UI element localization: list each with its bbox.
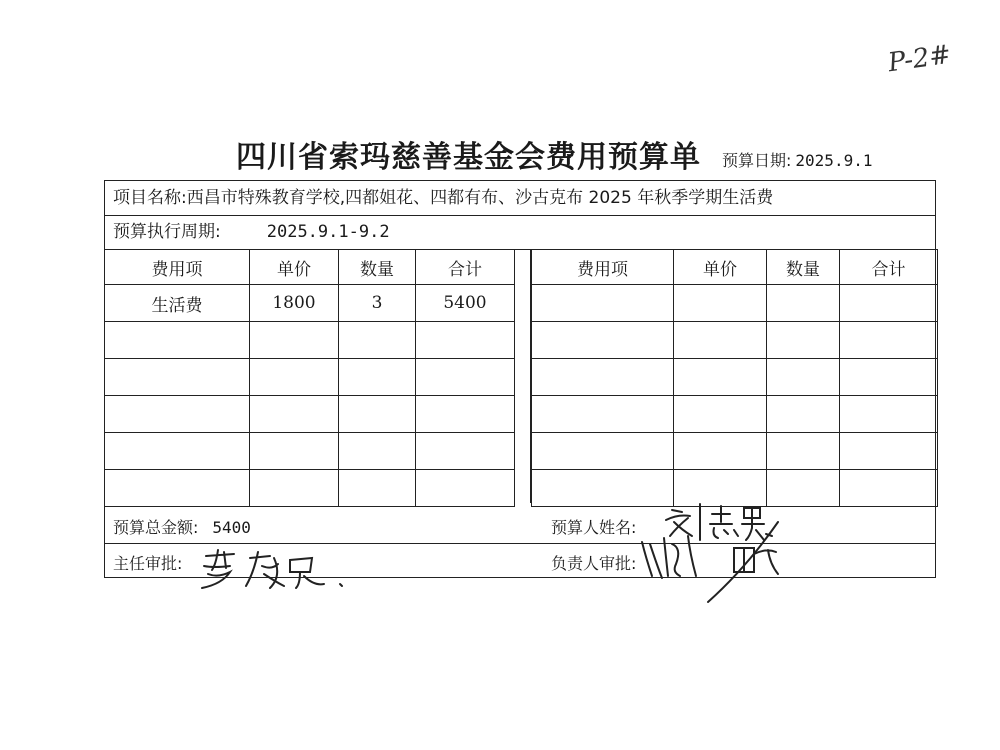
header-item: 费用项 bbox=[532, 250, 674, 285]
approval-row bbox=[105, 543, 935, 577]
budget-date-value: 2025.9.1 bbox=[795, 151, 873, 170]
header-total: 合计 bbox=[416, 250, 515, 285]
table-row-empty bbox=[105, 359, 515, 396]
table-row-empty bbox=[532, 396, 938, 433]
budget-form bbox=[104, 180, 936, 578]
project-value: 西昌市特殊教育学校,四都姐花、四都有布、沙古克布 2025 年秋季学期生活费 bbox=[186, 188, 774, 208]
table-divider bbox=[514, 249, 531, 503]
table-row-empty bbox=[105, 433, 515, 470]
header-quantity: 数量 bbox=[767, 250, 840, 285]
header-total: 合计 bbox=[840, 250, 938, 285]
budget-date-label: 预算日期: bbox=[722, 151, 792, 170]
total-label: 预算总金额: bbox=[113, 518, 199, 537]
project-row bbox=[105, 181, 935, 216]
total-value: 5400 bbox=[212, 518, 251, 537]
table-row-empty bbox=[532, 359, 938, 396]
total-amount bbox=[113, 515, 251, 538]
table-row-empty bbox=[105, 396, 515, 433]
period-label: 预算执行周期: bbox=[113, 222, 221, 242]
cell-quantity: 3 bbox=[339, 285, 416, 322]
header-item: 费用项 bbox=[105, 250, 250, 285]
table-row-empty bbox=[532, 322, 938, 359]
expense-table-left bbox=[104, 249, 515, 507]
header-unit-price: 单价 bbox=[674, 250, 767, 285]
project-label: 项目名称: bbox=[113, 188, 187, 208]
cell-total: 5400 bbox=[416, 285, 515, 322]
budget-date bbox=[722, 148, 872, 171]
table-row-empty bbox=[532, 285, 938, 322]
header-quantity: 数量 bbox=[339, 250, 416, 285]
responsible-label: 负责人审批: bbox=[551, 554, 637, 573]
preparer-label: 预算人姓名: bbox=[551, 518, 637, 537]
header-unit-price: 单价 bbox=[250, 250, 339, 285]
period-row bbox=[105, 215, 935, 250]
cell-unit-price: 1800 bbox=[250, 285, 339, 322]
table-row-empty bbox=[532, 470, 938, 507]
period-value: 2025.9.1-9.2 bbox=[266, 222, 390, 242]
director-label: 主任审批: bbox=[113, 554, 183, 573]
table-header-row bbox=[105, 250, 515, 285]
total-row bbox=[105, 503, 935, 544]
cell-item: 生活费 bbox=[105, 285, 250, 322]
form-title: 四川省索玛慈善基金会费用预算单 bbox=[236, 140, 701, 175]
table-row-empty bbox=[105, 470, 515, 507]
table-header-row bbox=[532, 250, 938, 285]
page-number-mark: P-2# bbox=[886, 39, 953, 79]
expense-table-right bbox=[531, 249, 938, 507]
table-row-empty bbox=[105, 322, 515, 359]
table-row bbox=[105, 285, 515, 322]
table-row-empty bbox=[532, 433, 938, 470]
